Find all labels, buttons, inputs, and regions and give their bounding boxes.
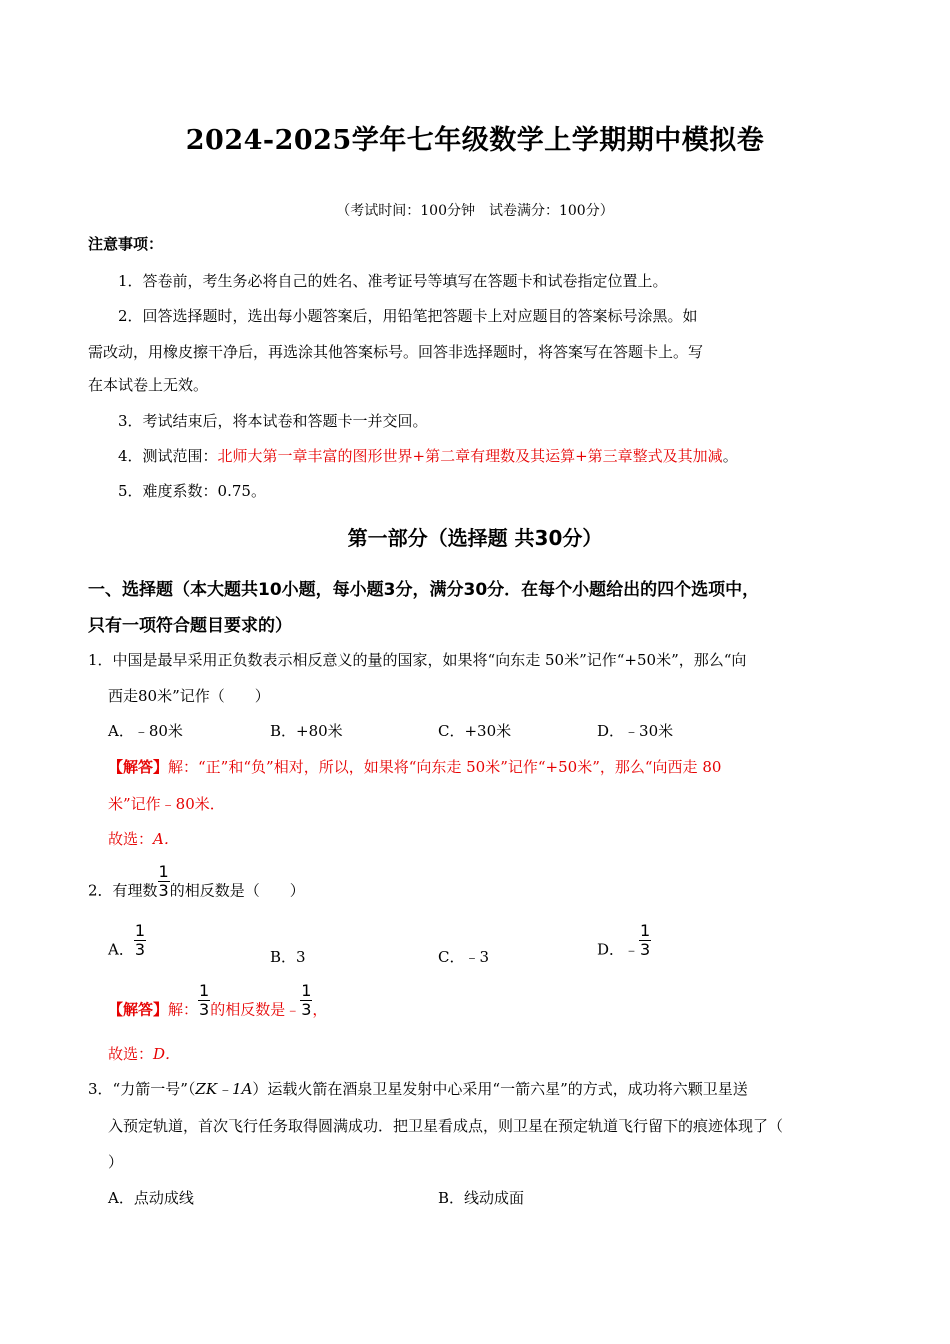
q2-stem-prefix: 2．有理数 [88,881,158,900]
q2-option-d-fraction [639,922,651,959]
q2-option-c: C．﹣3 [438,948,490,966]
notes-heading: 注意事项： [88,235,164,253]
fraction-numerator: 1 [134,921,146,940]
q3-stem-line1 [88,1078,748,1099]
q2-option-a-label: A． [108,940,134,959]
test-scope: 北师大第一章丰富的图形世界+第二章有理数及其运算+第三章整式及其加减 [217,447,723,465]
q2-answer-fraction-1 [198,982,210,1019]
exam-info: （考试时间：100分钟 试卷满分：100分） [336,203,614,219]
note-4 [118,445,738,466]
q1-answer-line2: 米”记作﹣80米． [108,795,225,813]
section-heading-line1: 一、选择题（本大题共10小题，每小题3分，满分30分．在每个小题给出的四个选项中， [88,580,760,600]
q2-option-a [108,921,146,969]
q3-stem-b: ）运载火箭在酒泉卫星发射中心采用“一箭六星”的方式，成功将六颗卫星送 [252,1080,748,1098]
note-2-line2: 需改动，用橡皮擦干净后，再选涂其他答案标号。回答非选择题时，将答案写在答题卡上。写 [88,343,704,361]
q2-choice-label: 故选： [108,1045,154,1063]
q1-choice-value: A． [153,830,179,848]
q1-stem-line2: 西走80米”记作（ ） [108,687,270,705]
q2-answer [108,981,328,1029]
q2-option-b: B．3 [270,948,306,966]
q1-option-b: B．+80米 [270,722,343,740]
note-2-line1: 2．回答选择题时，选出每小题答案后，用铅笔把答题卡上对应题目的答案标号涂黑。如 [118,307,698,325]
q2-stem-fraction [158,863,170,900]
q2-stem-suffix: 的相反数是（ ） [169,881,305,900]
q3-option-a: A．点动成线 [108,1189,194,1207]
fraction-numerator: 1 [199,981,210,1000]
q2-answer-suffix: ， [312,1000,328,1019]
note-3: 3．考试结束后，将本试卷和答题卡一并交回。 [118,412,428,430]
fraction-denominator: 3 [158,881,169,900]
q3-option-b: B．线动成面 [438,1189,525,1207]
section-heading-line2: 只有一项符合题目要求的） [88,616,292,636]
q1-choice [108,828,179,849]
fraction-numerator: 1 [301,981,312,1000]
part-title: 第一部分（选择题 共30分） [347,526,603,550]
q2-answer-tag: 【解答】 [108,1000,169,1019]
q2-option-d [597,921,651,969]
q1-option-d: D．﹣30米 [597,722,674,740]
q1-answer-line1 [108,756,721,777]
q1-option-c: C．+30米 [438,722,512,740]
q3-stem-line3: ） [108,1153,124,1171]
page-title: 2024-2025学年七年级数学上学期期中模拟卷 [185,125,765,156]
fraction-denominator: 3 [199,1000,210,1019]
note-4-suffix: 。 [722,447,738,465]
fraction-denominator: 3 [301,1000,312,1019]
note-5: 5．难度系数：0.75。 [118,482,266,500]
q1-option-a: A．﹣80米 [108,722,183,740]
note-2-line3: 在本试卷上无效。 [88,376,209,394]
fraction-numerator: 1 [640,921,651,940]
q2-answer-mid: 的相反数是﹣ [210,1000,301,1019]
q2-option-d-label: D．﹣ [597,940,640,959]
q3-stem-line2: 入预定轨道，首次飞行任务取得圆满成功．把卫星看成点，则卫星在预定轨道飞行留下的痕迹体现了（ [108,1117,784,1135]
q3-stem-a: 3．“力箭一号”（ [88,1080,196,1098]
fraction-denominator: 3 [134,940,146,959]
q1-answer-text: 解：“正”和“负”相对，所以，如果将“向东走 50米”记作“+50米”，那么“向西走 80 [168,758,722,776]
q2-option-a-fraction [134,922,146,959]
q2-choice [108,1043,180,1064]
q1-answer-tag: 【解答】 [108,758,169,776]
note-4-prefix: 4．测试范围： [118,447,218,465]
fraction-numerator: 1 [158,862,169,881]
fraction-denominator: 3 [640,940,651,959]
q2-stem [88,862,305,910]
q1-stem-line1: 1．中国是最早采用正负数表示相反意义的量的国家，如果将“向东走 50米”记作“+50米”，那么“向 [88,651,747,669]
q2-answer-prefix: 解： [168,1000,199,1019]
q2-choice-value: D． [153,1045,181,1063]
q2-answer-fraction-2 [300,982,312,1019]
q3-rocket-code: ZK﹣1A [195,1080,253,1098]
q1-choice-label: 故选： [108,830,154,848]
note-1: 1．答卷前，考生务必将自己的姓名、准考证号等填写在答题卡和试卷指定位置上。 [118,272,668,290]
